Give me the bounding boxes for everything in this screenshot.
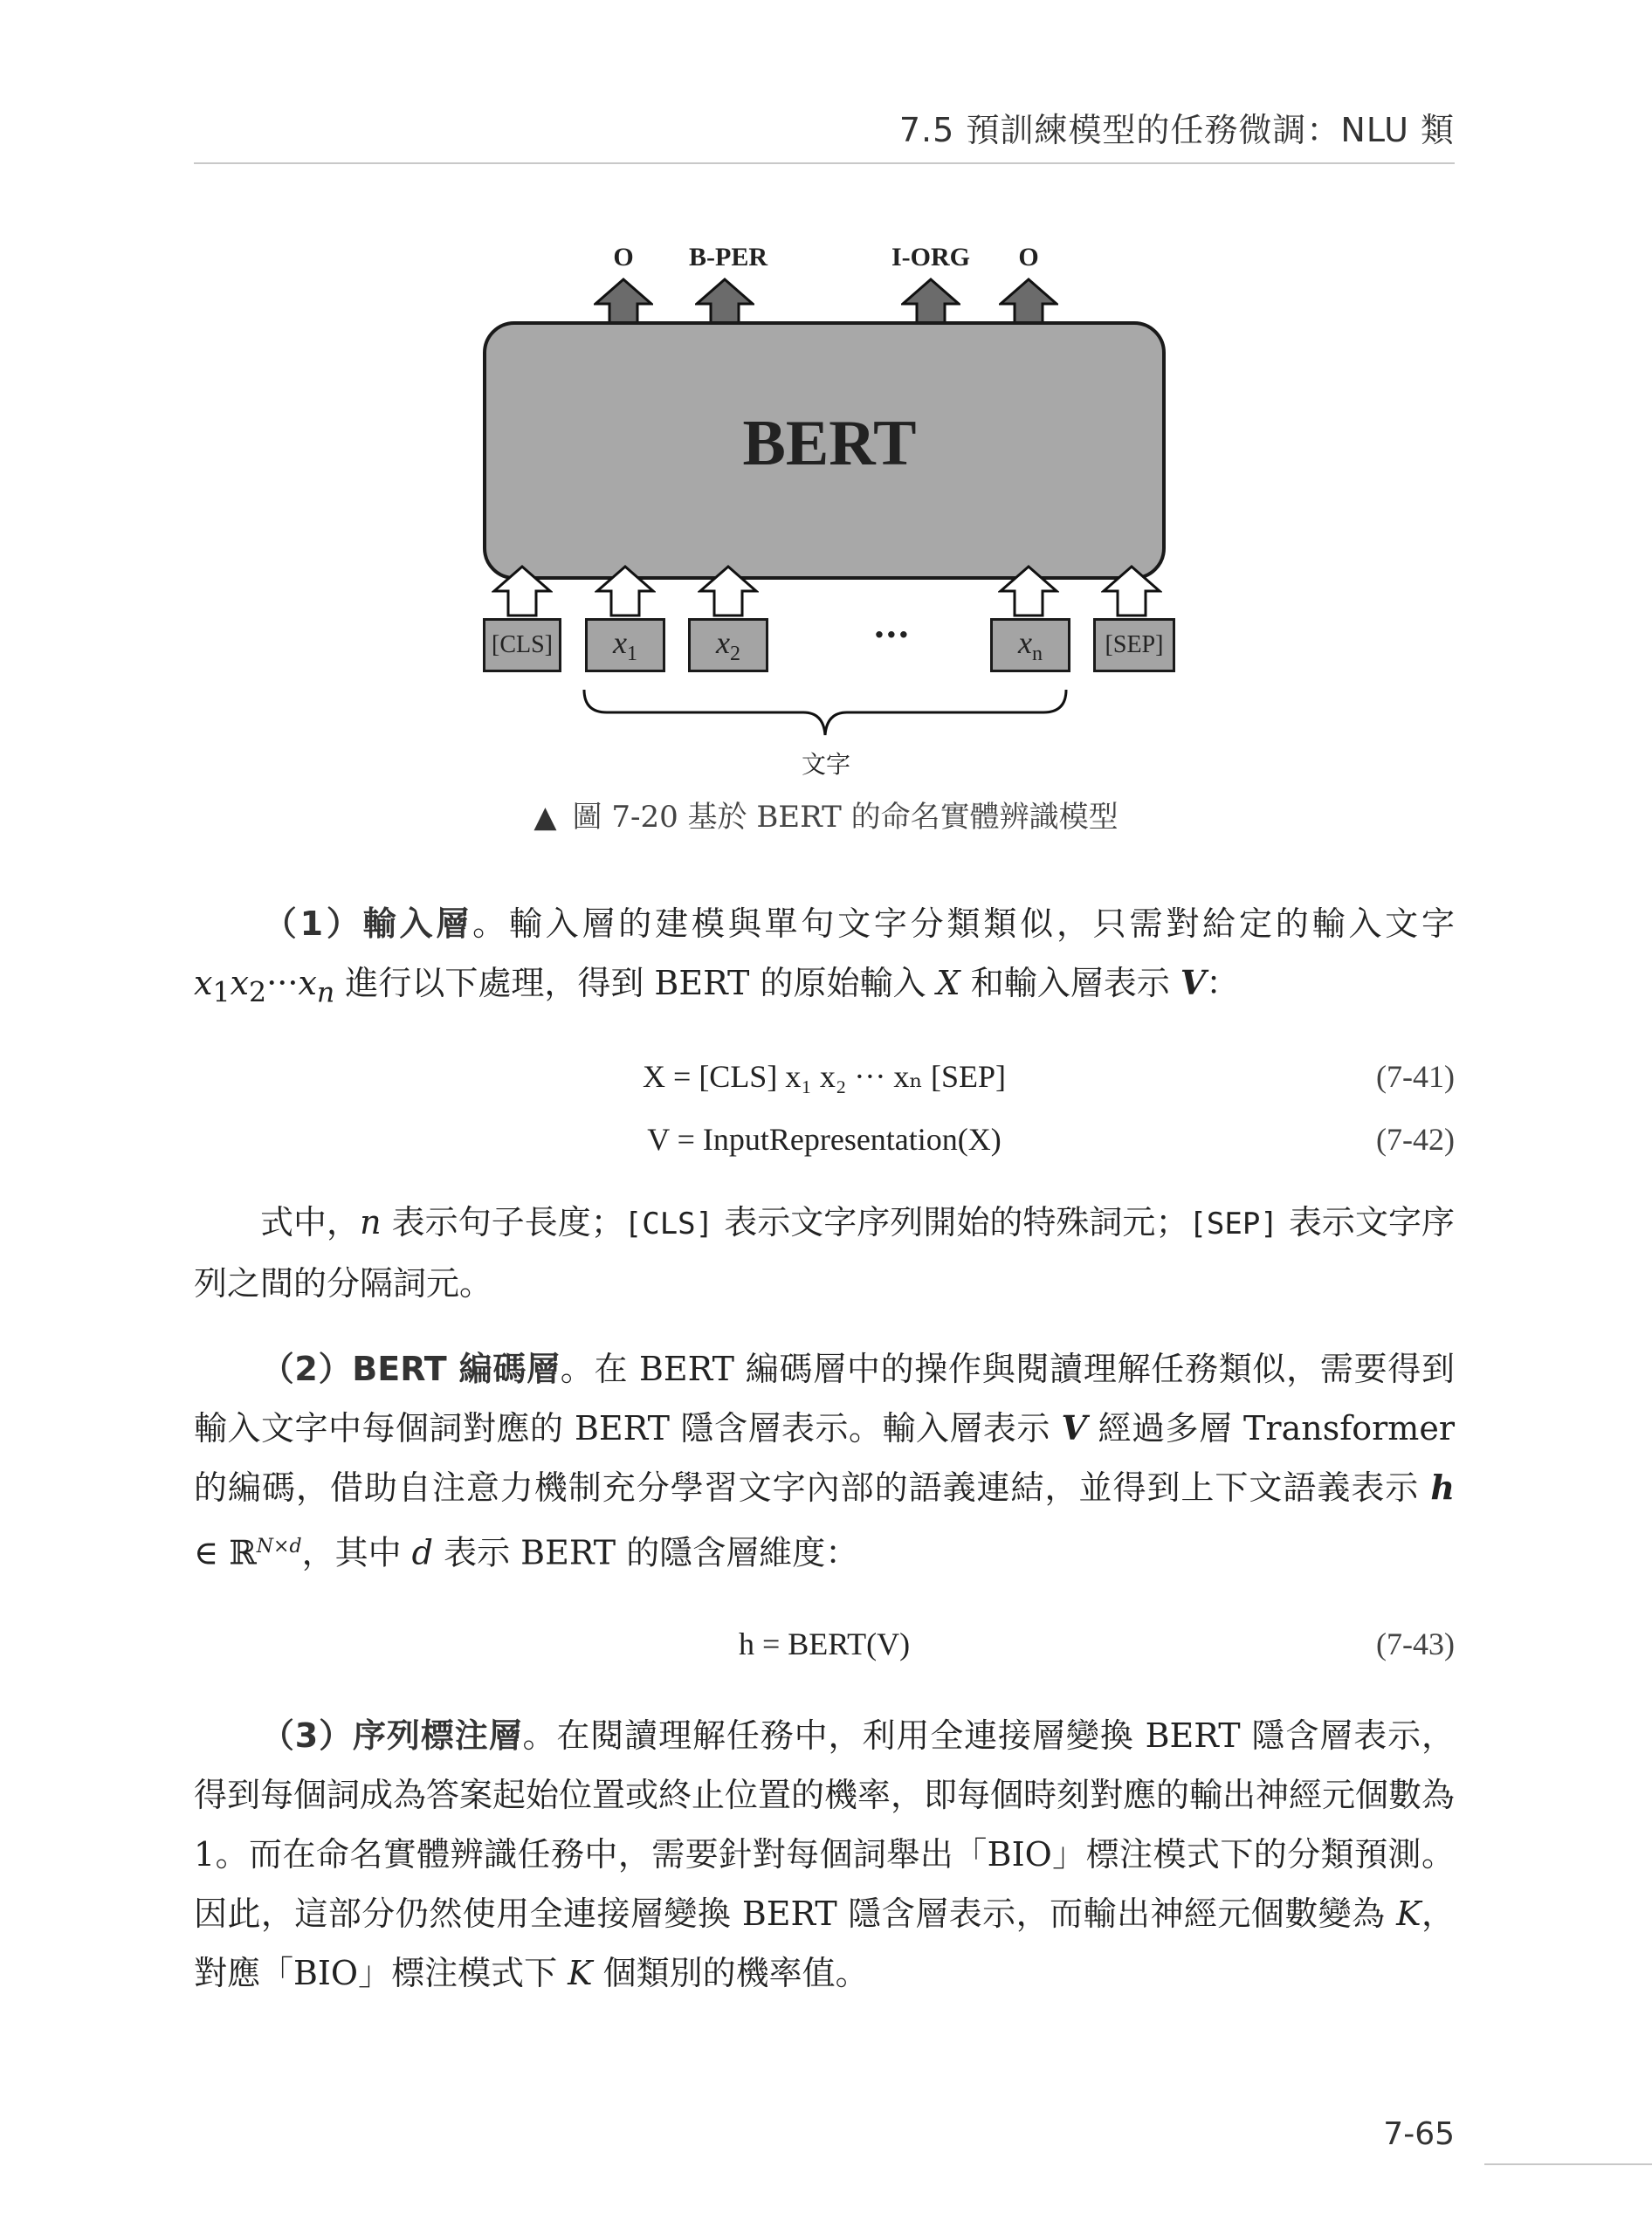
section-heading: （3）序列標注層 bbox=[260, 1716, 523, 1755]
paragraph-notation: 式中，n 表示句子長度；[CLS] 表示文字序列開始的特殊詞元；[SEP] 表示文字序列之間的分隔詞元。 bbox=[194, 1203, 1455, 1303]
token-x1: $x_1$ bbox=[585, 618, 665, 672]
paragraph-input-layer: （1）輸入層。輸入層的建模與單句文字分類類似，只需對給定的輸入文字 $x_1x_2\cdot\cdot\cdot x_n$ 進行以下處理，得到 BERT 的原始輸入 X 和輸入層表示 V： bbox=[194, 904, 1455, 1009]
token-sep: [SEP] bbox=[1093, 618, 1175, 672]
output-label-b-per: B-PER bbox=[689, 243, 767, 272]
paragraph-bert-encoder: （2）BERT 編碼層。在 BERT 編碼層中的操作與閱讀理解任務類似，需要得到輸入文字中每個詞對應的 BERT 隱含層表示。輸入層表示 V 經過多層 Transformer 的編碼，借助自注意力機制充分學習文字內部的語義連結，並得到上下文語義表示 h ∈ ℝ$^{N\times d}$，其中 d 表示 BERT 的隱含層維度： bbox=[194, 1350, 1455, 1572]
bert-ner-diagram bbox=[472, 234, 1187, 793]
bert-model-label: BERT bbox=[742, 408, 917, 479]
output-label-o-2: O bbox=[1018, 243, 1039, 272]
output-label-o-1: O bbox=[613, 243, 634, 272]
token-ellipsis: ··· bbox=[873, 615, 910, 656]
input-arrow-icon bbox=[698, 564, 759, 618]
equation-7-42: V = InputRepresentation(X) (7-42) bbox=[647, 1122, 1455, 1157]
input-arrow-icon bbox=[492, 564, 553, 618]
figure-caption: ▲ 圖 7-20 基於 BERT 的命名實體辨識模型 bbox=[533, 800, 1119, 835]
token-x2: $x_2$ bbox=[688, 618, 768, 672]
header-rule bbox=[194, 162, 1455, 164]
section-heading: （1）輸入層 bbox=[260, 904, 473, 943]
triangle-icon: ▲ bbox=[533, 800, 557, 835]
equation-7-41: X = [CLS] x₁ x₂ ··· xₙ [SEP] (7-41) bbox=[643, 1059, 1455, 1094]
input-arrow-icon bbox=[998, 564, 1059, 618]
token-cls: [CLS] bbox=[483, 618, 561, 672]
token-xn: $x_n$ bbox=[990, 618, 1070, 672]
paragraph-sequence-labeling: （3）序列標注層。在閱讀理解任務中，利用全連接層變換 BERT 隱含層表示，得到每個詞成為答案起始位置或終止位置的機率，即每個時刻對應的輸出神經元個數為 1。而在命名實體辨識任務中，需要針對每個詞舉出「BIO」標注模式下的分類預測。因此，這部分仍然使用全連接層變換 BERT 隱含層表示，而輸出神經元個數變為 K，對應「BIO」標注模式下 K 個類別的機率值。 bbox=[194, 1716, 1456, 1992]
brace-label: 文字 bbox=[801, 750, 851, 779]
curly-brace bbox=[581, 688, 1070, 740]
running-head: 7.5 預訓練模型的任務微調：NLU 類 bbox=[898, 111, 1455, 149]
section-heading: （2）BERT 編碼層 bbox=[260, 1350, 561, 1388]
input-arrow-icon bbox=[1101, 564, 1162, 618]
footer-rule bbox=[1484, 2163, 1652, 2165]
page-number: 7-65 bbox=[1383, 2116, 1455, 2152]
input-arrow-icon bbox=[595, 564, 656, 618]
equation-7-43: h = BERT(V) (7-43) bbox=[738, 1626, 1455, 1661]
output-label-i-org: I-ORG bbox=[891, 243, 970, 272]
